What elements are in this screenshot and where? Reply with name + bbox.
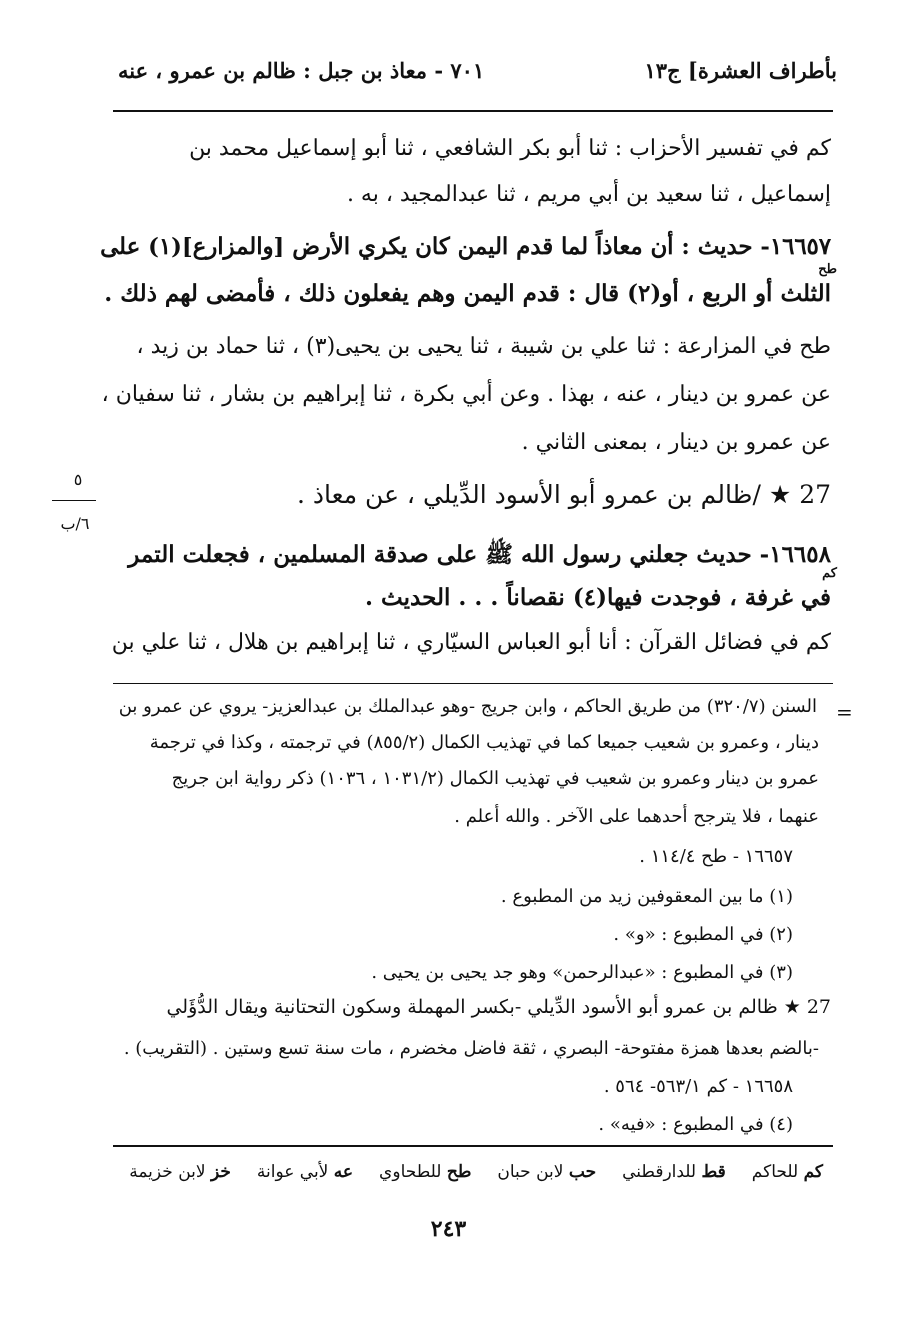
hadith-16657-sigil: طح — [818, 262, 837, 277]
narrator-heading: 27 ★ /ظالم بن عمرو أبو الأسود الدِّيلي ، عن معاذ . — [297, 480, 831, 509]
legend-item: حب لابن حبان — [497, 1162, 597, 1182]
footnote-line: ١٦٦٥٧ - طح ١١٤/٤ . — [639, 846, 793, 867]
legend-item: عه لأبي عوانة — [256, 1162, 354, 1182]
legend-rule — [113, 1145, 833, 1147]
footnote-line: عمرو بن دينار وعمرو بن شعيب في تهذيب الكمال (١٠٣١/٢ ، ١٠٣٦) ذكر رواية ابن جريج — [171, 768, 819, 789]
body-line: إسماعيل ، ثنا سعيد بن أبي مريم ، ثنا عبدالمجيد ، به . — [346, 182, 831, 207]
margin-number: ٥ — [73, 470, 83, 489]
footnote-line: (٤) في المطبوع : «فيه» . — [598, 1114, 793, 1135]
margin-folio-ref: ٦/ب — [60, 514, 90, 533]
footnote-line: (٣) في المطبوع : «عبدالرحمن» وهو جد يحيى بن يحيى . — [371, 962, 793, 983]
legend-item: كم للحاكم — [751, 1162, 823, 1182]
footnote-line: عنهما ، فلا يترجح أحدهما على الآخر . والله أعلم . — [454, 806, 819, 827]
hadith-16658-line1: ١٦٦٥٨- حديث جعلني رسول الله ﷺ على صدقة المسلمين ، فجعلت التمر — [128, 541, 831, 568]
footnote-line: -بالضم بعدها همزة مفتوحة- البصري ، ثقة فاضل مخضرم ، مات سنة تسع وستين . (التقريب) . — [123, 1038, 819, 1059]
footnote-line: (٢) في المطبوع : «و» . — [613, 924, 793, 945]
header-rule — [113, 110, 833, 112]
legend-item: قط للدارقطني — [622, 1162, 726, 1182]
running-header-left: ٧٠١ - معاذ بن جبل : ظالم بن عمرو ، عنه — [118, 58, 485, 83]
body-line: كم في فضائل القرآن : أنا أبو العباس السيّاري ، ثنا إبراهيم بن هلال ، ثنا علي بن — [111, 630, 831, 655]
footnote-rule — [113, 683, 833, 684]
footnote-line: ١٦٦٥٨ - كم ٥٦٣/١- ٥٦٤ . — [603, 1076, 793, 1097]
legend-item: خز لابن خزيمة — [129, 1162, 231, 1182]
body-line: كم في تفسير الأحزاب : ثنا أبو بكر الشافعي ، ثنا أبو إسماعيل محمد بن — [189, 136, 831, 161]
hadith-16658-line2: في غرفة ، فوجدت فيها(٤) نقصاناً . . . الحديث . — [365, 584, 831, 611]
footnote-line: السنن (٣٢٠/٧) من طريق الحاكم ، وابن جريج -وهو عبدالملك بن عبدالعزيز- يروي عن عمرو بن — [118, 696, 817, 717]
legend-item: طح للطحاوي — [379, 1162, 472, 1182]
running-header-right: بأطراف العشرة] ج١٣ — [644, 58, 837, 83]
footnote-narrator-line: 27 ★ ظالم بن عمرو أبو الأسود الدِّيلي -بكسر المهملة وسكون التحتانية ويقال الدُّؤَلي — [166, 996, 831, 1018]
margin-rule — [52, 500, 96, 501]
body-line: عن عمرو بن دينار ، بمعنى الثاني . — [521, 430, 831, 455]
hadith-16657-line1: ١٦٦٥٧- حديث : أن معاذاً لما قدم اليمن كان يكري الأرض [والمزارع](١) على — [100, 234, 831, 260]
footnote-line: دينار ، وعمرو بن شعيب جميعا كما في تهذيب الكمال (٨٥٥/٢) في ترجمته ، وكذا في ترجمة — [149, 732, 819, 753]
continuation-mark: = — [836, 700, 853, 724]
page-number: ٢٤٣ — [430, 1216, 467, 1242]
body-line: عن عمرو بن دينار ، عنه ، بهذا . وعن أبي بكرة ، ثنا إبراهيم بن بشار ، ثنا سفيان ، — [101, 382, 831, 407]
abbreviation-legend — [129, 1162, 823, 1182]
footnote-line: (١) ما بين المعقوفين زيد من المطبوع . — [500, 886, 793, 907]
body-line: طح في المزارعة : ثنا علي بن شيبة ، ثنا يحيى بن يحيى(٣) ، ثنا حماد بن زيد ، — [136, 334, 831, 359]
hadith-16657-line2: الثلث أو الربع ، أو(٢) قال : قدم اليمن وهم يفعلون ذلك ، فأمضى لهم ذلك . — [104, 280, 831, 307]
hadith-16658-sigil: كم — [822, 566, 837, 581]
